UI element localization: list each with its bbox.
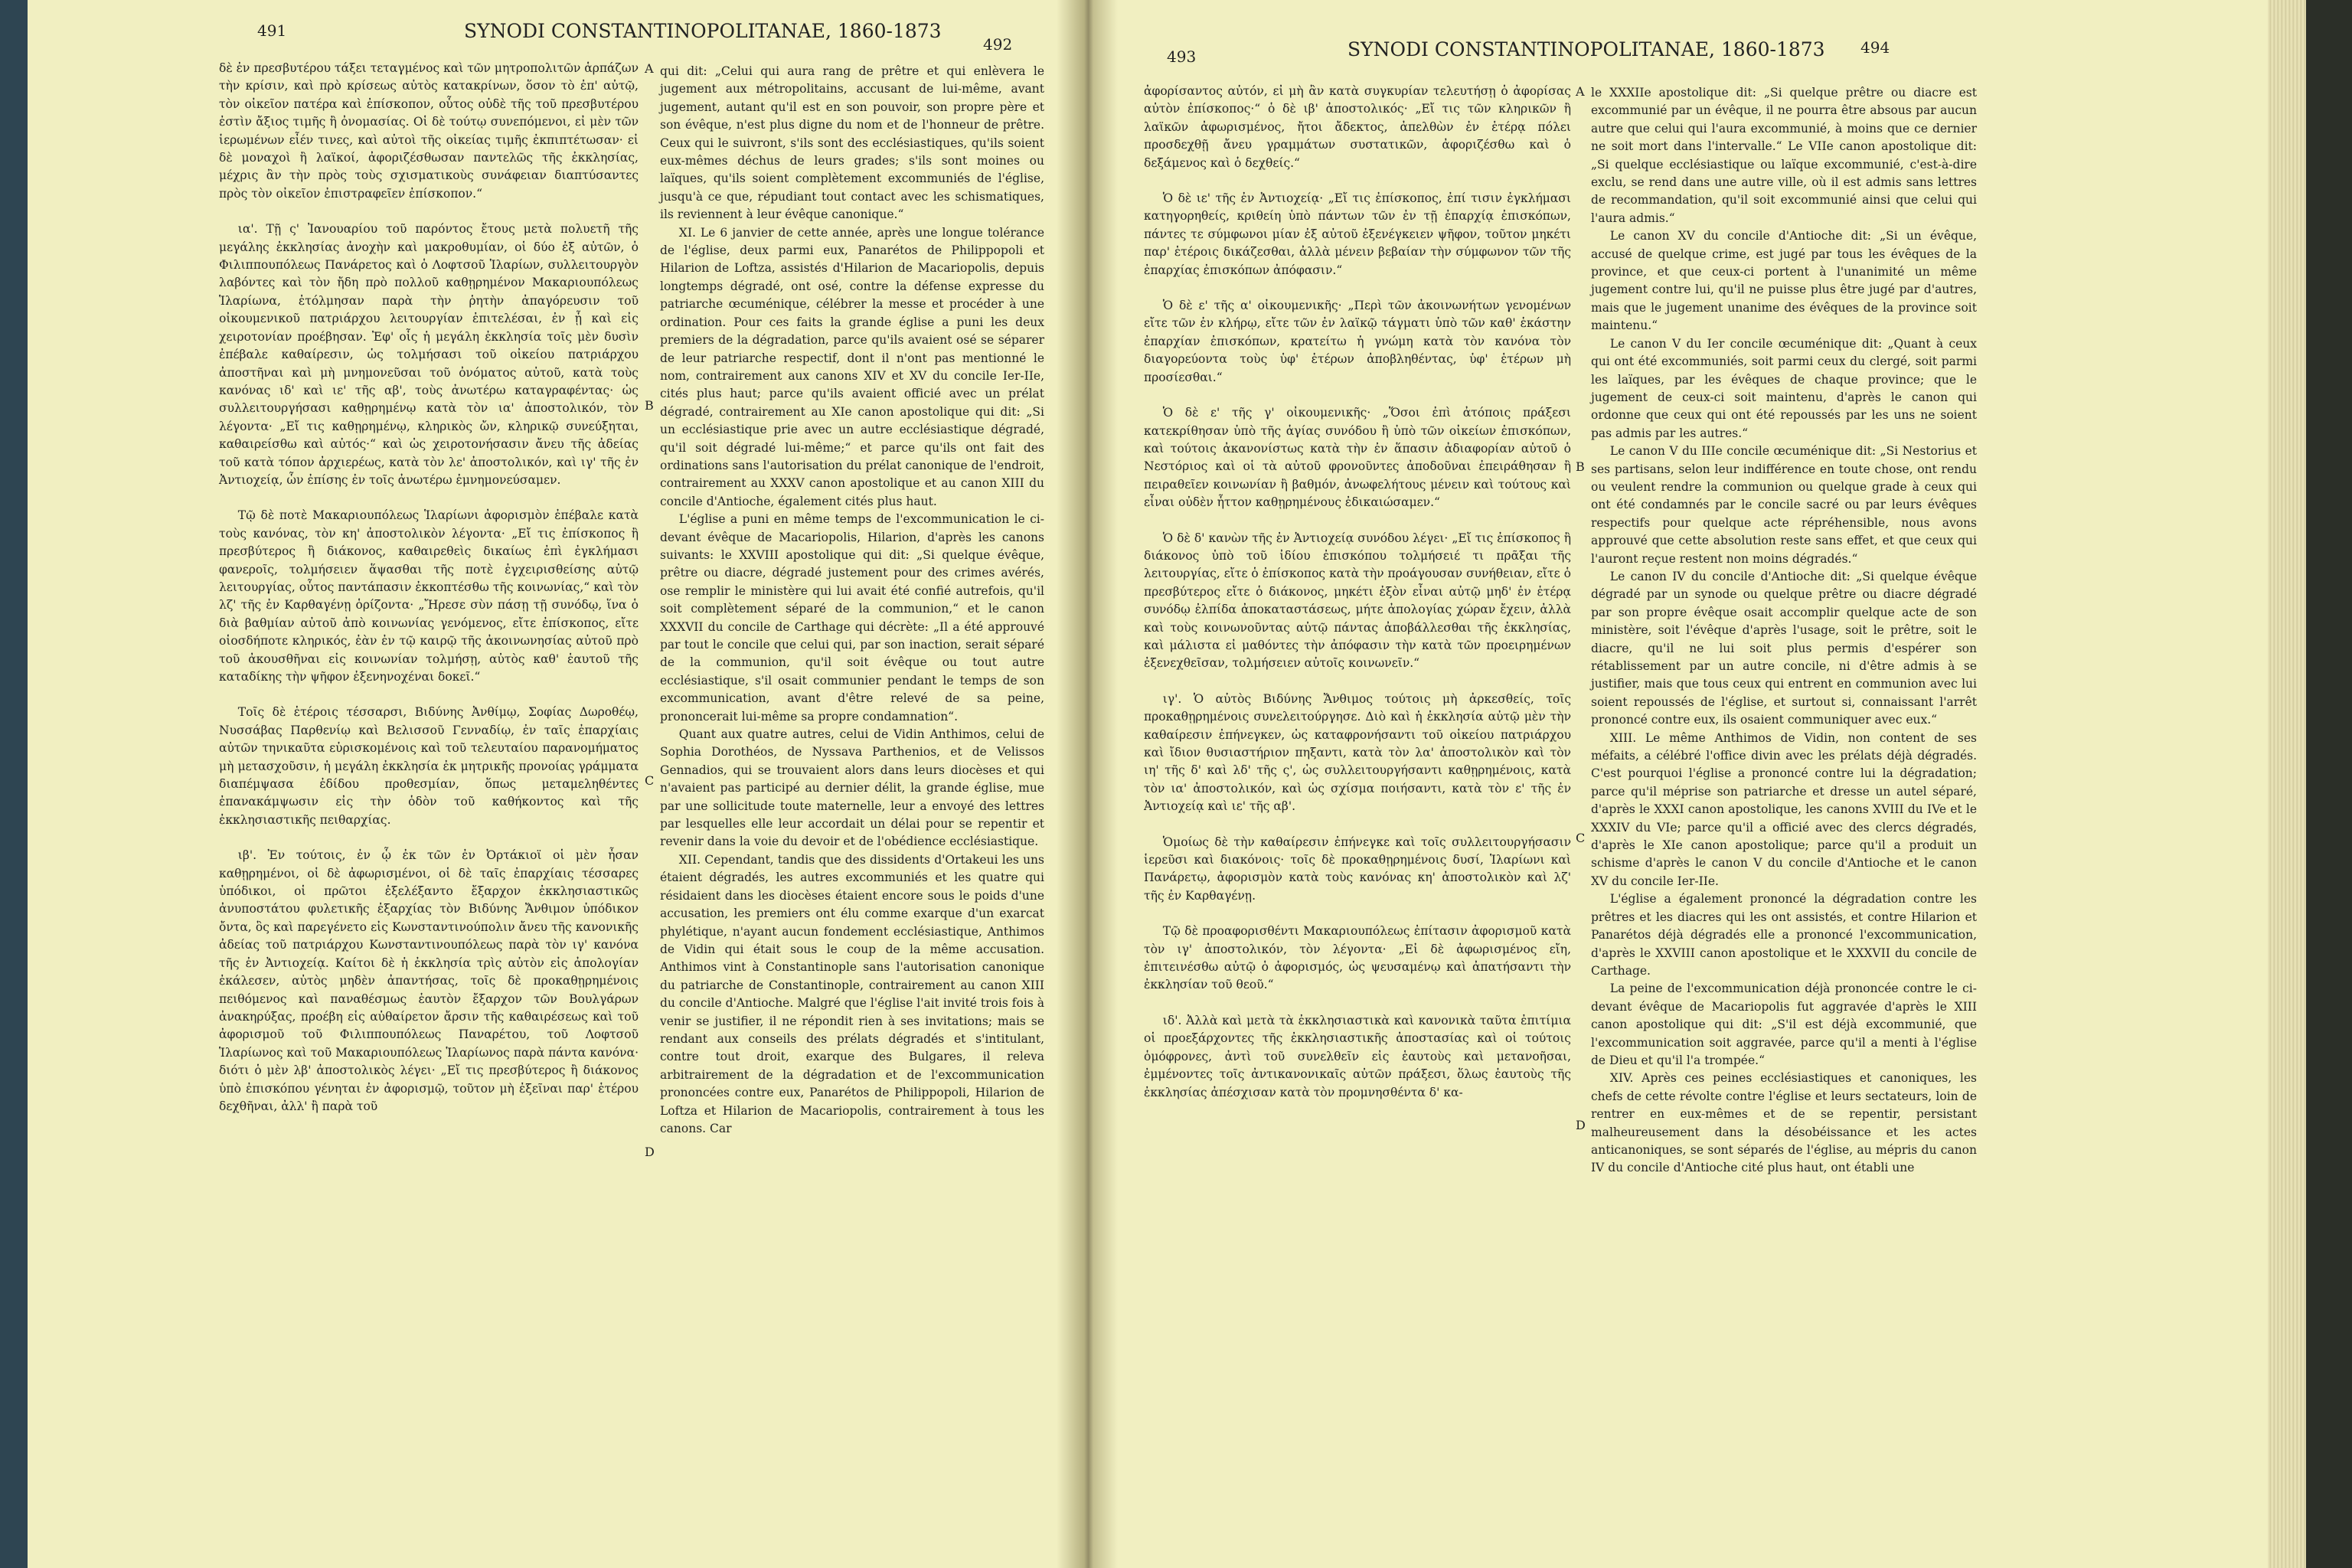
french-paragraph: qui dit: „Celui qui aura rang de prêtre et qui enlèvera le jugement aux métropolitains, accusant de lui-même, avant jugement, autant qu'il est en son pouvoir, son propre père et son évêque, n'est plus digne du nom et de l'honneur de prêtre. Ceux qui le suivront, s'ils sont des ecclésiastiques, qu'ils soient eux-mêmes déchus de leurs grades; s'ils sont moines ou laïques, qu'ils soient complètement excommuniés de l'église, jusqu'à ce que, répudiant tout contact avec les schismatiques, ils reviennent à leur évêque canonique.“ xyxy=(660,64,1044,222)
greek-column-left xyxy=(219,60,639,1116)
greek-paragraph: Τῷ δὲ προαφορισθέντι Μακαριουπόλεως ἐπίτασιν ἀφορισμοῦ κατὰ τὸν ιγ' ἀποστολικόν, τὸν λέγοντα· „Εἰ δὲ ἀφωρισμένος εἴη, ἐπιτεινέσθω αὐτῷ ὁ ἀφορισμός, ὡς ψευσαμένῳ καὶ ἀπατήσαντι τὴν ἐκκλησίαν τοῦ θεοῦ.“ xyxy=(1144,924,1571,992)
french-paragraph: Le canon V du IIIe concile œcuménique dit: „Si Nestorius et ses partisans, selon leur indifférence en toute chose, ont rendu ou veulent rendre la communion ou quelque grade à ceux qui ont été condamnés par le concile sacré ou par leurs évêques respectifs pour quelque acte répréhensible, nous avons approuvé que cette absolution reste sans effet, et que ceux qui l'auront reçue restent non moins dégradés.“ xyxy=(1591,444,1977,566)
page-edges xyxy=(2268,0,2306,1568)
greek-paragraph: ιβ'. Ἐν τούτοις, ἐν ᾧ ἐκ τῶν ἐν Ὀρτάκιοϊ οἱ μὲν ἦσαν καθῃρημένοι, οἱ δὲ ἀφωρισμένοι, οἱ δὲ ταῖς ἐπαρχίαις τέσσαρες ὑπόδικοι, οἱ πρῶτοι ἐξελέξαντο ἔξαρχον ἐκκλησιαστικῶς ἀνυποστάτου φυλετικῆς ἐξαρχίας τὸν Βιδύνης Ἄνθιμον ὑπόδικον ὄντα, ὃς καὶ παρεγένετο εἰς Κωνσταντινούπολιν ἄνευ τῆς κανονικῆς ἀδείας τοῦ πατριάρχου Κωνσταντινουπόλεως παρὰ τὸν ιγ' κανόνα τῆς ἐν Ἀντιοχείᾳ. Καίτοι δὲ ἡ ἐκκλησία τρὶς αὐτὸν εἰς ἀπολογίαν ἐκάλεσεν, αὐτὸς μηδὲν ἀπαντήσας, τοῖς δὲ προκαθῃρημένοις πειθόμενος καὶ παναθέσμως ἑαυτὸν ἔξαρχον τῶν Βουλγάρων ἀνακηρύξας, προέβη εἰς αὐθαίρετον ἄρσιν τῆς καθαιρέσεως καὶ τοῦ ἀφορισμοῦ τοῦ Φιλιππουπόλεως Παναρέτου, τοῦ Λοφτσοῦ Ἱλαρίωνος καὶ τοῦ Μακαριουπόλεως Ἱλαρίωνος παρὰ πάντα κανόνα· διότι ὁ μὲν λβ' ἀποστολικὸς λέγει· „Εἴ τις πρεσβύτερος ἢ διάκονος ὑπὸ ἐπισκόπου γένηται ἐν ἀφορισμῷ, τοῦτον μὴ ἐξεῖναι παρ' ἑτέρου δεχθῆναι, ἀλλ' ἢ παρὰ τοῦ xyxy=(219,848,639,1113)
background-right xyxy=(2306,0,2352,1568)
greek-paragraph: ιγ'. Ὁ αὐτὸς Βιδύνης Ἄνθιμος τούτοις μὴ ἀρκεσθείς, τοῖς προκαθῃρημένοις συνελειτούργησε. Διὸ καὶ ἡ ἐκκλησία αὐτῷ μὲν τὴν καθαίρεσιν ἐπήνεγκεν, ὡς καταφρονήσαντι τοῦ οἰκείου πατριάρχου καὶ ἴδιον θυσιαστήριον πηξαντι, κατὰ τὸν λα' ἀποστολικὸν καὶ τὸν ιη' τῆς δ' καὶ λδ' τῆς ς', ὡς συλλειτουργήσαντι καθῃρημένοις, κατὰ τὸν ια' ἀποστολικόν, καὶ ὡς σχίσμα ποιήσαντι, κατὰ τὸν ε' τῆς ἐν Ἀντιοχείᾳ καὶ ιε' τῆς αβ'. xyxy=(1144,691,1571,814)
greek-paragraph: δὲ ἐν πρεσβυτέρου τάξει τεταγμένος καὶ τῶν μητροπολιτῶν ἁρπάζων τὴν κρίσιν, καὶ πρὸ κρίσεως αὐτὸς κατακρίνων, ὅσον τὸ ἐπ' αὐτῷ, τὸν οἰκεῖον πατέρα καὶ ἐπίσκοπον, οὗτος οὐδὲ τῆς τοῦ πρεσβυτέρου ἐστὶν ἄξιος τιμῆς ἢ ὀνομασίας. Οἱ δὲ τούτῳ συνεπόμενοι, εἰ μὲν τῶν ἱερωμένων εἶέν τινες, καὶ αὐτοὶ τῆς οἰκείας τιμῆς ἐκπιπτέτωσαν· εἰ δὲ μοναχοὶ ἢ λαϊκοί, ἀφοριζέσθωσαν παντελῶς τῆς ἐκκλησίας, μέχρις ἂν τὴν πρὸς τοὺς σχισματικοὺς συνάφειαν διαπτύσαντες πρὸς τὸν οἰκεῖον ἐπιστραφεῖεν ἐπίσκοπον.“ xyxy=(219,61,639,201)
french-paragraph: L'église a également prononcé la dégradation contre les prêtres et les diacres qui les ont assistés, et contre Hilarion et Panarétos déjà dégradés elle a prononcé l'excommunication, d'après le XXVIII canon apostolique et le XXXVII du concile de Carthage. xyxy=(1591,892,1977,978)
greek-paragraph: Ὁ δὲ δ' κανὼν τῆς ἐν Ἀντιοχείᾳ συνόδου λέγει· „Εἴ τις ἐπίσκοπος ἢ διάκονος ὑπὸ τοῦ ἰδίου ἐπισκόπου τολμήσειέ τι πρᾶξαι τῆς λειτουργίας, εἴτε ὁ ἐπίσκοπος κατὰ τὴν προάγουσαν συνήθειαν, εἴτε ὁ πρεσβύτερος εἴτε ὁ διάκονος, μηκέτι ἐξὸν εἶναι αὐτῷ μηδ' ἐν ἑτέρᾳ συνόδῳ ἐλπίδα ἀποκαταστάσεως, μήτε ἀπολογίας χώραν ἔχειν, ἀλλὰ καὶ τοὺς κοινωνοῦντας αὐτῷ πάντας ἀποβάλλεσθαι τῆς ἐκκλησίας, καὶ μάλιστα εἰ μαθόντες τὴν ἀπόφασιν τὴν κατὰ τῶν προειρημένων ἐξενεχθεῖσαν, τολμήσειεν αὐτοῖς κοινωνεῖν.“ xyxy=(1144,531,1571,671)
french-column-right xyxy=(1591,84,1977,1178)
margin-mark-c: C xyxy=(1576,831,1586,845)
margin-mark-d: D xyxy=(1576,1118,1586,1132)
french-paragraph: le XXXIIe apostolique dit: „Si quelque prêtre ou diacre est excommunié par un évêque, il ne pourra être absous par aucun autre que celui qui l'aura excommunié, à moins que ce dernier ne soit mort dans l'intervalle.“ Le VIIe canon apostolique dit: „Si quelque ecclésiastique ou laïque excommunié, c'est-à-dire exclu, se rend dans une autre ville, où il est admis sans lettres de recommandation, qu'il soit excommunié ainsi que celui qui l'aura admis.“ xyxy=(1591,86,1977,225)
french-paragraph: XII. Cependant, tandis que des dissidents d'Ortakeui les uns étaient dégradés, les autres excommuniés et les quatre qui résidaient dans les diocèses étaient encore sous le poids d'une accusation, les premiers ont élu comme exarque d'un exarcat phylétique, n'ayant aucun fondement ecclésiastique, Anthimos de Vidin qui était sous le coup de la même accusation. Anthimos vint à Constantinople sans l'autorisation canonique du patriarche de Constantinople, contrairement au canon XIII du concile d'Antioche. Malgré que l'église l'ait invité trois fois à venir se justifier, il ne répondit rien à ses invitations; mais se rendant aux conseils des prélats dégradés et s'intitulant, contre tout droit, exarque des Bulgares, il releva arbitrairement de la dégradation et de l'excommunication prononcées contre eux, Panarétos de Philippopoli, Hilarion de Loftza et Hilarion de Macariopolis, contrairement à tous les canons. Car xyxy=(660,852,1044,1135)
margin-mark-d: D xyxy=(645,1145,655,1159)
french-paragraph: XIV. Après ces peines ecclésiastiques et canoniques, les chefs de cette révolte contre l'église et leurs sectateurs, loin de rentrer en eux-mêmes et de se repentir, persistant malheureusement dans la désobéissance et les actes anticanoniques, se sont séparés de l'église, au mépris du canon IV du concile d'Antioche cité plus haut, ont établi une xyxy=(1591,1071,1977,1175)
french-paragraph: XI. Le 6 janvier de cette année, après une longue tolérance de l'église, deux parmi eux, Panarétos de Philippopoli et Hilarion de Loftza, assistés d'Hilarion de Macariopolis, depuis longtemps dégradé, ont osé, contre la défense expresse du patriarche œcuménique, célébrer la messe et procéder à une ordination. Pour ces faits la grande église a puni les deux premiers de la dégradation, parce qu'ils avaient osé se séparer de leur patriarche respectif, dont il n'ont pas mentionné le nom, contrairement aux canons XIV et XV du concile Ier-IIe, cités plus haut; parce qu'ils avaient officié avec un prélat dégradé, contrairement au XIe canon apostolique qui dit: „Si un ecclésiastique prie avec un autre ecclésiastique dégradé, qu'il soit dégradé lui-même;“ et parce qu'ils ont fait des ordinations sans l'autorisation du prélat canonique de l'endroit, contrairement au XXXV canon apostolique et au canon XIII du concile d'Antioche, également cités plus haut. xyxy=(660,225,1044,508)
french-paragraph: Quant aux quatre autres, celui de Vidin Anthimos, celui de Sophia Dorothéos, de Nyssava Parthenios, et de Velissos Gennadios, qui se trouvaient alors dans leurs diocèses et qui n'avaient pas participé au dernier délit, la grande église, mue par une sollicitude toute maternelle, leur a envoyé des lettres par lesquelles elle leur accordait un délai pour se repentir et revenir dans la voie du devoir et de l'obédience ecclésiastique. xyxy=(660,727,1044,849)
french-paragraph: La peine de l'excommunication déjà prononcée contre le ci-devant évêque de Macariopolis fut aggravée d'après le XIII canon apostolique qui dit: „S'il est déjà excommunié, que l'excommunication soit aggravée, parce qu'il a menti à l'église de Dieu et qu'il l'a trompée.“ xyxy=(1591,982,1977,1067)
greek-paragraph: ια'. Τῇ ς' Ἰανουαρίου τοῦ παρόντος ἔτους μετὰ πολυετῆ τῆς μεγάλης ἐκκλησίας ἀνοχὴν καὶ μακροθυμίαν, οἱ δύο ἐξ αὐτῶν, ὁ Φιλιππουπόλεως Πανάρετος καὶ ὁ Λοφτσοῦ Ἱλαρίων, συλλειτουργὸν λαβόντες καὶ τὸν ἤδη πρὸ πολλοῦ καθῃρημένον Μακαριουπόλεως Ἱλαρίωνα, ἐτόλμησαν παρὰ τὴν ῥητὴν ἀπαγόρευσιν τοῦ οἰκουμενικοῦ πατριάρχου λειτουργίαν ἐπιτελέσαι, ἐν ᾗ καὶ εἰς χειροτονίαν προέβησαν. Ἐφ' οἷς ἡ μεγάλη ἐκκλησία τοῖς μὲν δυσὶν ἐπέβαλε καθαίρεσιν, ὡς τολμήσασι τοῦ οἰκείου πατριάρχου ἀποστῆναι καὶ μὴ μνημονεῦσαι τοῦ ὀνόματος αὐτοῦ, κατὰ τοὺς κανόνας ιδ' καὶ ιε' τῆς αβ', τοὺς ἀνωτέρω καταγραφέντας· ὡς συλλειτουργήσασι καθῃρημένῳ κατὰ τὸν ια' ἀποστολικόν, τὸν λέγοντα· „Εἴ τις καθῃρημένῳ, κληρικὸς ὤν, κληρικῷ συνεύξηται, καθαιρείσθω καὶ αὐτός·“ καὶ ὡς χειροτονήσασιν ἄνευ τῆς ἀδείας τοῦ κατὰ τόπον ἀρχιερέως, κατὰ τὸν λε' ἀποστολικόν, καὶ ιγ' τῆς ἐν Ἀντιοχείᾳ, ὧν ἐπίσης ἐν τοῖς ἀνωτέρω ἐμνημονεύσαμεν. xyxy=(219,222,639,487)
running-header-right: SYNODI CONSTANTINOPOLITANAE, 1860-1873 xyxy=(1348,38,1825,60)
french-paragraph: Le canon IV du concile d'Antioche dit: „Si quelque évêque dégradé par un synode ou quelque prêtre ou diacre dégradé par son propre évêque osait accomplir quelque acte de son ministère, soit l'évêque d'après l'usage, soit le prêtre, soit le diacre, qu'il ne lui soit plus permis d'espérer son rétablissement par un autre concile, ni d'être admis à se justifier, mais que tous ceux qui entrent en communion avec lui soient repoussés de l'église, et surtout si, connaissant l'arrêt prononcé contre eux, ils osaient communiquer avec eux.“ xyxy=(1591,569,1977,727)
greek-paragraph: Ὁ δὲ ε' τῆς α' οἰκουμενικῆς· „Περὶ τῶν ἀκοινωνήτων γενομένων εἴτε τῶν ἐν κλήρῳ, εἴτε τῶν ἐν λαϊκῷ τάγματι ὑπὸ τῶν καθ' ἑκάστην ἐπαρχίαν ἐπισκόπων, κρατείτω ἡ γνώμη κατὰ τὸν κανόνα τὸν διαγορεύοντα τοὺς ὑφ' ἑτέρων ἀποβληθέντας, ὑφ' ἑτέρων μὴ προσίεσθαι.“ xyxy=(1144,299,1571,384)
french-paragraph: L'église a puni en même temps de l'excommunication le ci-devant évêque de Macariopolis, Hilarion, d'après les canons suivants: le XXVIII apostolique qui dit: „Si quelque évêque, prêtre ou diacre, dégradé justement pour des crimes avérés, ose remplir le ministère qui lui avait été confié autrefois, qu'il soit complètement séparé de la communion,“ et le canon XXXVII du concile de Carthage qui décrète: „Il a été approuvé par tout le concile que celui qui, par son inaction, serait séparé de la communion, qu'il soit évêque ou tout autre ecclésiastique, s'il osait communier pendant le temps de son excommunication, avant d'être relevé de sa peine, prononcerait lui-même sa propre condamnation“. xyxy=(660,512,1044,724)
greek-paragraph: Ὁμοίως δὲ τὴν καθαίρεσιν ἐπήνεγκε καὶ τοῖς συλλειτουργήσασιν ἱερεῦσι καὶ διακόνοις· τοῖς δὲ προκαθῃρημένοις δυσί, Ἱλαρίωνι καὶ Πανάρετῳ, ἀφορισμὸν κατὰ τοὺς κανόνας κη' ἀποστολικὸν καὶ λζ' τῆς ἐν Καρθαγένῃ. xyxy=(1144,835,1571,903)
left-page xyxy=(28,0,1087,1568)
french-paragraph: Le canon V du Ier concile œcuménique dit: „Quant à ceux qui ont été excommuniés, soit parmi ceux du clergé, soit parmi les laïques, par les évêques de chaque province; que le jugement de ceux-ci soit maintenu, d'après le canon qui ordonne que ceux qui ont été repoussés par les uns ne soient pas admis par les autres.“ xyxy=(1591,336,1977,440)
french-paragraph: XIII. Le même Anthimos de Vidin, non content de ses méfaits, a célébré l'office divin avec les prélats déjà dégradés. C'est pourquoi l'église a prononcé contre lui la dégradation; parce qu'il méprise son patriarche et dresse un autel séparé, d'après le XXXI canon apostolique, les canons XVIII du IVe et le XXXIV du VIe; parce qu'il a officié avec des clercs dégradés, d'après le XIe canon apostolique; parce qu'il a produit un schisme d'après le canon V du concile d'Antioche et le canon XV du concile Ier-IIe. xyxy=(1591,730,1977,888)
book-gutter xyxy=(1057,0,1118,1568)
right-page xyxy=(1087,0,2306,1568)
french-column-left xyxy=(660,63,1044,1138)
margin-mark-a: A xyxy=(645,61,654,76)
french-paragraph: Le canon XV du concile d'Antioche dit: „Si un évêque, accusé de quelque crime, est jugé par tous les évêques de la province, et que ceux-ci portent à l'unanimité un même jugement contre lui, qu'il ne puisse plus être jugé par d'autres, mais que le jugement unanime des évêques de la province soit maintenu.“ xyxy=(1591,229,1977,333)
greek-paragraph: Ὁ δὲ ε' τῆς γ' οἰκουμενικῆς· „Ὅσοι ἐπὶ ἀτόποις πράξεσι κατεκρίθησαν ὑπὸ τῆς ἁγίας συνόδου ἢ ὑπὸ τῶν οἰκείων ἐπισκόπων, καὶ τούτοις ἀκανονίστως κατὰ τὴν ἐν ἅπασιν ἀδιαφορίαν αὐτοῦ ὁ Νεστόριος καὶ οἱ τὰ αὐτοῦ φρονοῦντες ἀποδοῦναι ἐπειράθησαν ἢ πειραθεῖεν κοινωνίαν ἢ βαθμόν, ἀνωφελήτους μένειν καὶ τούτους καὶ εἶναι οὐδὲν ἧττον καθῃρημένους ἐδικαιώσαμεν.“ xyxy=(1144,406,1571,510)
page-number-492: 492 xyxy=(983,35,1013,54)
page-number-491: 491 xyxy=(257,21,287,40)
page-number-493: 493 xyxy=(1167,47,1197,66)
margin-mark-b: B xyxy=(645,398,654,413)
background-left xyxy=(0,0,28,1568)
greek-paragraph: ιδ'. Ἀλλὰ καὶ μετὰ τὰ ἐκκλησιαστικὰ καὶ κανονικὰ ταῦτα ἐπιτίμια οἱ προεξάρχοντες τῆς ἐκκλησιαστικῆς ἀποστασίας καὶ οἱ τούτοις ὁμόφρονες, ἀντὶ τοῦ συνελθεῖν εἰς ἑαυτοὺς καὶ μετανοῆσαι, ἐμμένοντες τοῖς ἀντικανονικαῖς αὐτῶν πράξεσι, ὅλως ἑαυτοὺς τῆς ἐκκλησίας ἀπέσχισαν κατὰ τὸν προμνησθέντα δ' κα- xyxy=(1144,1013,1571,1099)
margin-mark-c: C xyxy=(645,773,655,788)
running-header-left: SYNODI CONSTANTINOPOLITANAE, 1860-1873 xyxy=(464,20,942,42)
greek-column-right xyxy=(1144,83,1571,1102)
greek-paragraph: ἀφορίσαντος αὐτόν, εἰ μὴ ἂν κατὰ συγκυρίαν τελευτήσῃ ὁ ἀφορίσας αὐτὸν ἐπίσκοπος·“ ὁ δὲ ιβ' ἀποστολικός· „Εἴ τις τῶν κληρικῶν ἢ λαϊκῶν ἀφωρισμένος, ἤτοι ἄδεκτος, ἀπελθὼν ἐν ἑτέρᾳ πόλει προσδεχθῇ ἄνευ γραμμάτων συστατικῶν, ἀφοριζέσθω καὶ ὁ δεξάμενος καὶ ὁ δεχθείς.“ xyxy=(1144,84,1571,170)
greek-paragraph: Ὁ δὲ ιε' τῆς ἐν Ἀντιοχείᾳ· „Εἴ τις ἐπίσκοπος, ἐπί τισιν ἐγκλήμασι κατηγορηθείς, κριθείη ὑπὸ πάντων τῶν ἐν τῇ ἐπαρχίᾳ ἐπισκόπων, πάντες τε σύμφωνοι μίαν ἐξ αὐτοῦ ἐξενέγκειεν ψῆφον, τοῦτον μηκέτι παρ' ἑτέροις δικάζεσθαι, ἀλλὰ μένειν βεβαίαν τὴν σύμφωνον τῶν τῆς ἐπαρχίας ἐπισκόπων ἀπόφασιν.“ xyxy=(1144,191,1571,277)
page-number-494: 494 xyxy=(1860,38,1890,57)
margin-mark-a: A xyxy=(1576,84,1585,99)
greek-paragraph: Τοῖς δὲ ἑτέροις τέσσαρσι, Βιδύνης Ἀνθίμῳ, Σοφίας Δωροθέῳ, Νυσσάβας Παρθενίῳ καὶ Βελισσοῦ Γενναδίῳ, ἐν ταῖς ἐπαρχίαις αὐτῶν τηνικαῦτα εὑρισκομένοις καὶ τοῦ τελευταίου παρανομήματος μὴ μετασχοῦσιν, ἡ μεγάλη ἐκκλησία ἐκ μητρικῆς προνοίας γράμματα διαπέμψασα ἐδίδου προθεσμίαν, ὅπως μεταμεληθέντες ἐπανακάμψωσιν εἰς τὴν ὁδὸν τοῦ καθήκοντος καὶ τῆς ἐκκλησιαστικῆς πειθαρχίας. xyxy=(219,705,639,827)
greek-paragraph: Τῷ δὲ ποτὲ Μακαριουπόλεως Ἱλαρίωνι ἀφορισμὸν ἐπέβαλε κατὰ τοὺς κανόνας, τὸν κη' ἀποστολικὸν λέγοντα· „Εἴ τις ἐπίσκοπος ἢ πρεσβύτερος ἢ διάκονος, καθαιρεθεὶς δικαίως ἐπὶ ἐγκλήμασι φανεροῖς, τολμήσειεν ἅψασθαι τῆς ποτὲ ἐγχειρισθείσης αὐτῷ λειτουργίας, οὗτος παντάπασιν ἐκκοπτέσθω τῆς κοινωνίας,“ καὶ τὸν λζ' τῆς ἐν Καρθαγένῃ ὁρίζοντα· „Ἤρεσε σὺν πάσῃ τῇ συνόδῳ, ἵνα ὁ διὰ βαθμίαν αὐτοῦ ἀπὸ κοινωνίας γενόμενος, εἴτε ἐπίσκοπος, εἴτε οἱοσδήποτε κληρικός, ἐὰν ἐν τῷ καιρῷ τῆς ἀκοινωνησίας αὐτοῦ πρὸ τοῦ ἀκουσθῆναι εἰς κοινωνίαν τολμήσῃ, αὐτὸς καθ' ἑαυτοῦ τῆς καταδίκης τὴν ψῆφον ἐξενηνοχέναι δοκεῖ.“ xyxy=(219,508,639,684)
margin-mark-b: B xyxy=(1576,459,1585,474)
